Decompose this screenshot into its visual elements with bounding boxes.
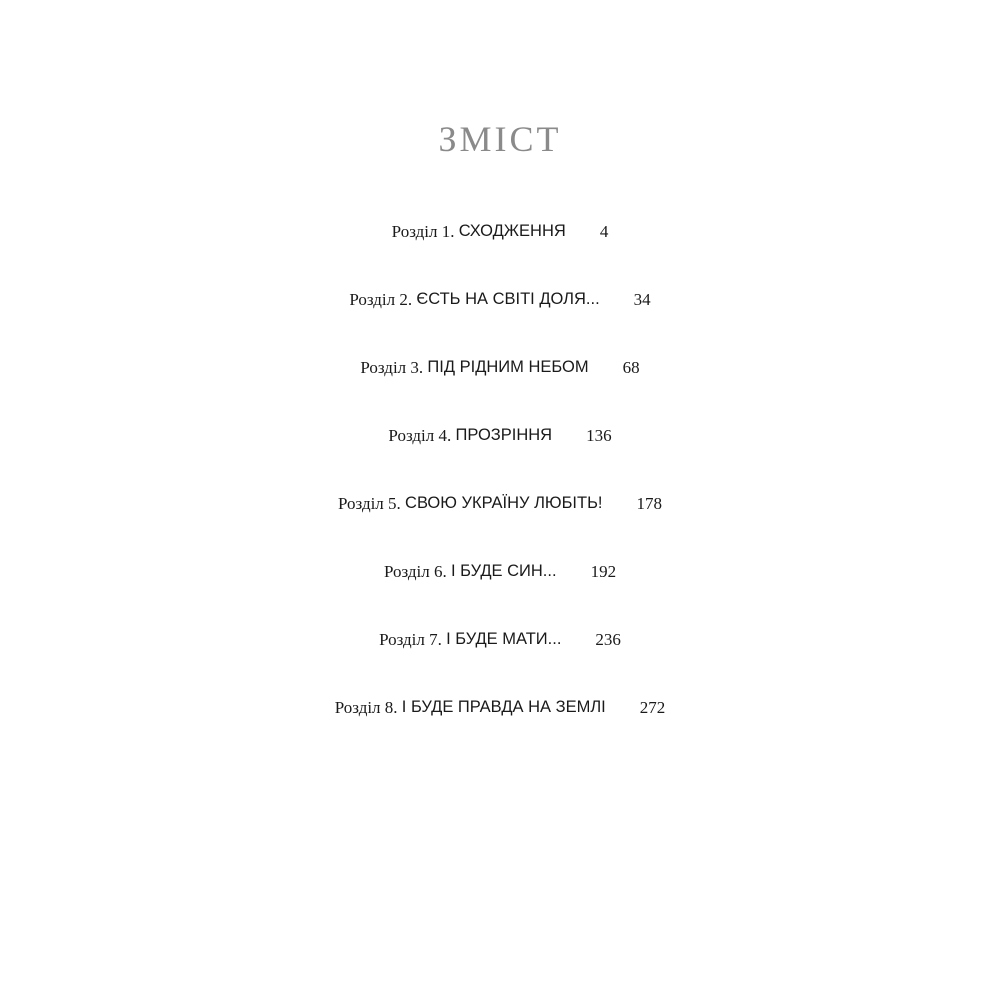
chapter-title: СВОЮ УКРАЇНУ ЛЮБІТЬ! — [405, 494, 603, 512]
chapter-label: Розділ 7. — [379, 630, 442, 649]
toc-entry-5 — [0, 494, 1000, 562]
chapter-label: Розділ 5. — [338, 494, 401, 513]
chapter-label: Розділ 1. — [391, 222, 455, 241]
page-number: 68 — [622, 358, 640, 377]
chapter-label: Розділ 4. — [388, 426, 452, 445]
toc-entry-6 — [0, 562, 1000, 630]
toc-entry-3 — [0, 358, 1000, 426]
chapter-label: Розділ 2. — [349, 290, 413, 309]
page-number: 136 — [586, 426, 612, 445]
page-number: 178 — [636, 494, 662, 513]
toc-entry-8 — [0, 698, 1000, 766]
chapter-label: Розділ 3. — [360, 358, 424, 377]
chapter-title: ПІД РІДНИМ НЕБОМ — [427, 358, 589, 376]
page-number: 4 — [599, 222, 609, 241]
toc-title: ЗМІСТ — [438, 119, 562, 159]
toc-entry-1 — [0, 222, 1000, 290]
chapter-label: Розділ 6. — [383, 562, 447, 581]
toc-list — [0, 222, 1000, 766]
chapter-title: СХОДЖЕННЯ — [458, 222, 566, 240]
chapter-title: ЄСТЬ НА СВІТІ ДОЛЯ... — [416, 290, 600, 308]
toc-entry-7 — [0, 630, 1000, 698]
chapter-title: І БУДЕ ПРАВДА НА ЗЕМЛІ — [401, 698, 606, 716]
toc-entry-4 — [0, 426, 1000, 494]
chapter-title: ПРОЗРІННЯ — [455, 426, 553, 444]
chapter-title: І БУДЕ МАТИ... — [446, 630, 562, 648]
chapter-label: Розділ 8. — [334, 698, 398, 717]
chapter-title: І БУДЕ СИН... — [450, 562, 557, 580]
page-number: 272 — [639, 698, 666, 717]
page-number: 34 — [633, 290, 651, 309]
toc-entry-2 — [0, 290, 1000, 358]
page-number: 236 — [595, 630, 621, 649]
page-number: 192 — [590, 562, 617, 581]
